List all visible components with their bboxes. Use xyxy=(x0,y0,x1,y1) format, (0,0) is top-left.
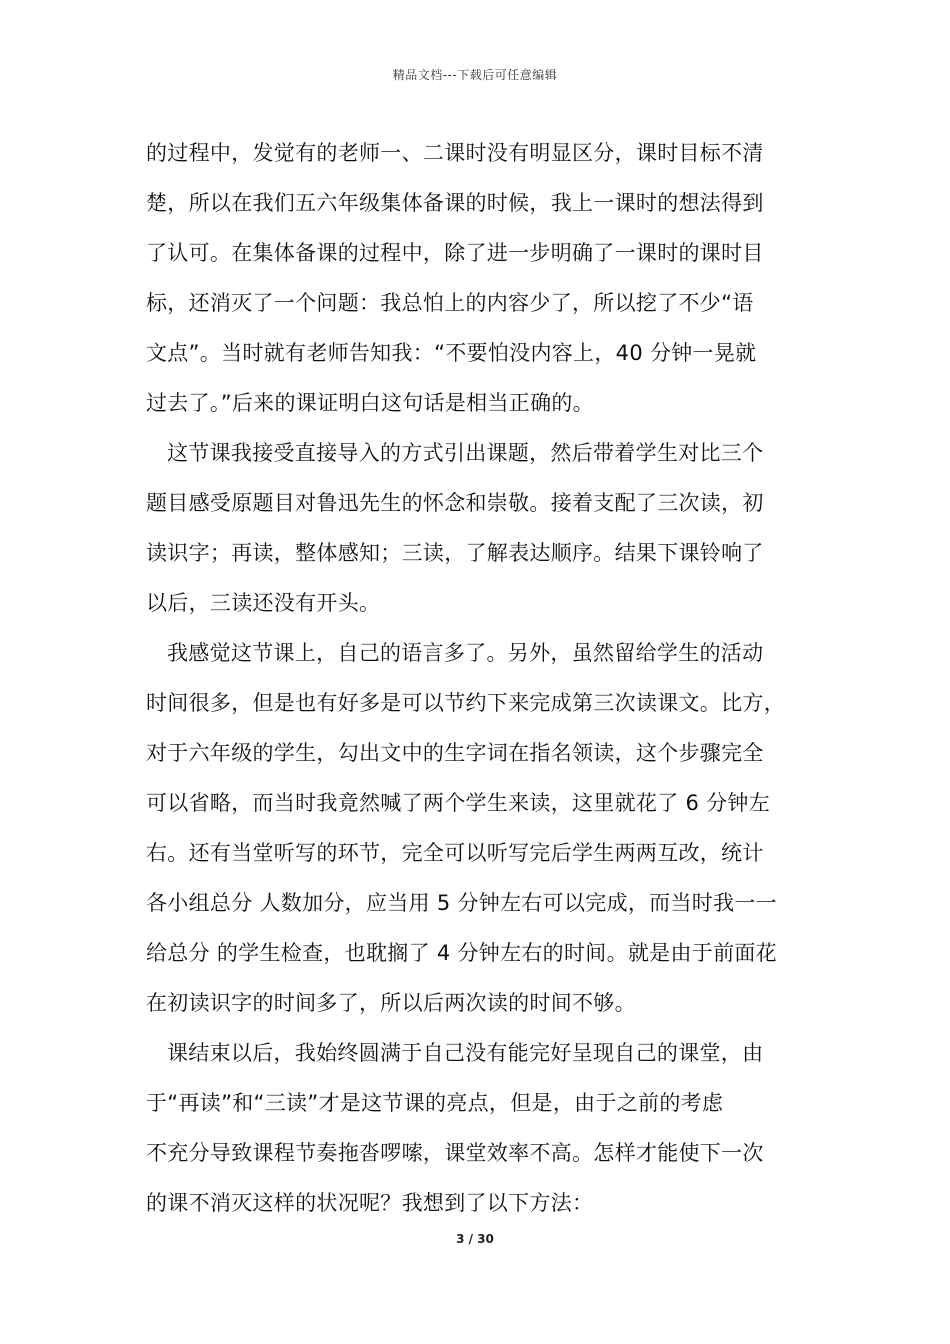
text-line: 读识字；再读，整体感知；三读，了解表达顺序。结果下课铃响了 xyxy=(146,541,764,565)
text-line: 时间很多，但是也有好多是可以节约下来完成第三次读课文。比方， xyxy=(146,691,785,715)
text-line: 可以省略，而当时我竟然喊了两个学生来读，这里就花了 6 分钟左 xyxy=(146,791,771,815)
text-line: 标，还消灭了一个问题：我总怕上的内容少了，所以挖了不少“语 xyxy=(146,291,754,315)
text-line: 给总分 的学生检查，也耽搁了 4 分钟左右的时间。就是由于前面花 xyxy=(146,941,777,965)
text-line: 文点”。当时就有老师告知我：“不要怕没内容上，40 分钟一晃就 xyxy=(146,341,757,365)
text-line: 于“再读”和“三读”才是这节课的亮点，但是，由于之前的考虑 xyxy=(146,1091,724,1115)
page-header: 精品文档---下载后可任意编辑 xyxy=(392,68,558,82)
text-line: 各小组总分 人数加分，应当用 5 分钟左右可以完成，而当时我一一 xyxy=(146,891,777,915)
text-line: 在初读识字的时间多了，所以后两次读的时间不够。 xyxy=(146,991,636,1015)
text-line: 这节课我接受直接导入的方式引出课题，然后带着学生对比三个 xyxy=(167,441,764,465)
text-line: 不充分导致课程节奏拖沓啰嗦，课堂效率不高。怎样才能使下一次 xyxy=(146,1141,764,1165)
text-line: 题目感受原题目对鲁迅先生的怀念和崇敬。接着支配了三次读，初 xyxy=(146,491,764,515)
text-line: 对于六年级的学生，勾出文中的生字词在指名领读，这个步骤完全 xyxy=(146,741,764,765)
text-line: 楚，所以在我们五六年级集体备课的时候，我上一课时的想法得到 xyxy=(146,191,764,215)
text-line: 的课不消灭这样的状况呢？我想到了以下方法： xyxy=(146,1191,594,1215)
text-line: 过去了。”后来的课证明白这句话是相当正确的。 xyxy=(146,391,594,415)
page-number: 3 / 30 xyxy=(456,1232,494,1246)
document-body xyxy=(146,128,826,1228)
text-line: 的过程中，发觉有的老师一、二课时没有明显区分，课时目标不清 xyxy=(146,141,764,165)
text-line: 以后，三读还没有开头。 xyxy=(146,591,381,615)
text-line: 了认可。在集体备课的过程中，除了进一步明确了一课时的课时目 xyxy=(146,241,764,265)
text-line: 我感觉这节课上，自己的语言多了。另外，虽然留给学生的活动 xyxy=(167,641,764,665)
text-line: 右。还有当堂听写的环节，完全可以听写完后学生两两互改，统计 xyxy=(146,841,764,865)
text-line: 课结束以后，我始终圆满于自己没有能完好呈现自己的课堂，由 xyxy=(167,1041,764,1065)
